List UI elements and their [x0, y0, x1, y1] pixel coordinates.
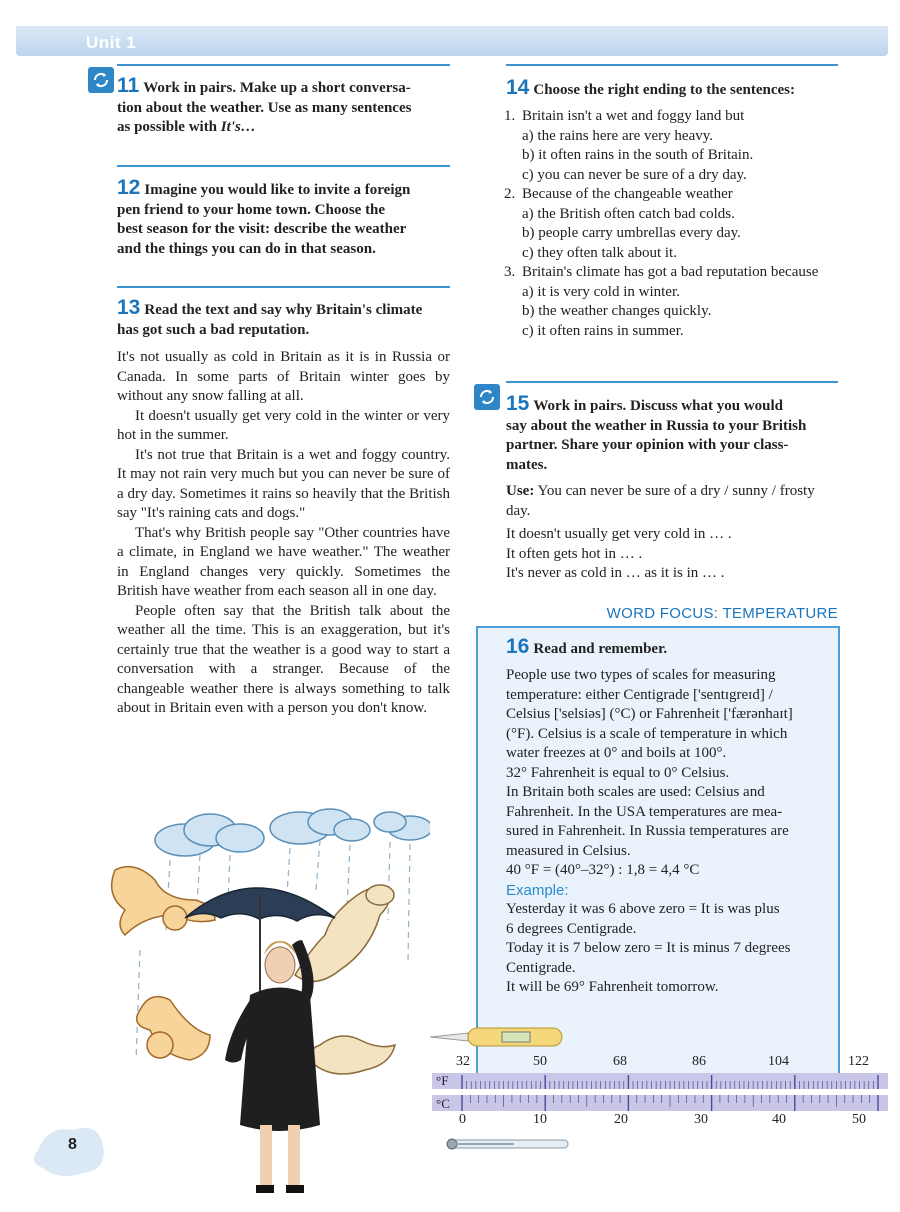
fahrenheit-label: °F	[436, 1073, 449, 1088]
task14-title: Choose the right ending to the sentences:	[533, 82, 796, 98]
question-number: 1.	[504, 108, 516, 124]
c-tick-label: 20	[614, 1112, 628, 1127]
task15-line4: mates.	[506, 456, 548, 473]
example-line: Today it is 7 below zero = It is minus 7 degrees	[506, 940, 791, 956]
question-stem: Britain isn't a wet and foggy land but	[522, 108, 745, 124]
example-line: Yesterday it was 6 above zero = It is was plus	[506, 901, 780, 917]
task13-line2: has got such a bad reputation.	[117, 321, 310, 338]
task16-line: People use two types of scales for measuring	[506, 667, 776, 683]
celsius-label: °C	[436, 1096, 450, 1111]
task13-number: 13	[117, 296, 141, 319]
task13-paragraph: It's not usually as cold in Britain as it is in Russia or Canada. In some parts of Britain winter goes by without any snow falling at all.	[117, 349, 450, 404]
task12-line3: best season for the visit: describe the weather	[117, 221, 407, 237]
c-tick-label: 30	[694, 1112, 708, 1127]
answer-option: b) the weather changes quickly.	[522, 303, 712, 319]
task16	[506, 637, 826, 660]
task14-questions	[504, 107, 840, 341]
cat-illustration	[112, 867, 215, 1060]
task12-line4: and the things you can do in that season.	[117, 240, 376, 257]
task16-line: 32° Fahrenheit is equal to 0° Celsius.	[506, 764, 730, 781]
task12-line1: Imagine you would like to invite a foreign	[144, 182, 411, 198]
c-tick-label: 50	[852, 1112, 866, 1127]
glass-thermometer-icon	[444, 1136, 574, 1152]
task16-line: Fahrenheit. In the USA temperatures are mea-	[506, 803, 783, 820]
task12-line2: pen friend to your home town. Choose the	[117, 201, 386, 218]
answer-option: a) the British often catch bad colds.	[522, 205, 735, 222]
task11-emph: It's…	[220, 119, 256, 135]
task11	[117, 76, 457, 138]
task13-text	[117, 348, 450, 719]
f-tick-label: 122	[848, 1054, 869, 1069]
question-stem: Because of the changeable weather	[522, 186, 733, 202]
answer-option: c) you can never be sure of a dry day.	[522, 166, 747, 183]
task13-paragraph: People often say that the British talk about the weather all the time. This is an exaggeration, but it's certainly true that the weather is a good way to start a conversation with a stranger. Because of the changeable weather there is always something to talk about in Britain even with a person you don't know.	[117, 602, 450, 716]
answer-option: c) they often talk about it.	[522, 244, 677, 261]
c-tick-label: 10	[533, 1112, 547, 1127]
task16-line: 40 °F = (40°–32°) : 1,8 = 4,4 °C	[506, 862, 700, 878]
task13-paragraph: That's why British people say "Other countries have a climate, in England we have weather." The weather in England changes very quickly. Sometimes the British have weather from each season all in one day.	[117, 524, 450, 599]
answer-option: c) it often rains in summer.	[522, 322, 684, 339]
example-label: Example:	[506, 881, 569, 899]
task15-number: 15	[506, 392, 530, 415]
page-number: 8	[68, 1136, 77, 1153]
task16-line: measured in Celsius.	[506, 842, 631, 859]
f-tick-label: 86	[692, 1054, 706, 1069]
task12-rule	[117, 165, 450, 167]
digital-thermometer-icon	[428, 1024, 568, 1050]
raining-cats-dogs-illustration	[90, 800, 430, 1200]
task14-rule	[506, 64, 838, 66]
task16-text	[506, 666, 826, 998]
unit-title: Unit 1	[86, 33, 137, 52]
task16-title: Read and remember.	[533, 641, 668, 657]
task11-rule	[117, 64, 450, 66]
task15-rule	[506, 381, 838, 383]
answer-option: b) it often rains in the south of Britain.	[522, 147, 754, 163]
c-tick-label: 40	[772, 1112, 786, 1127]
task16-line: In Britain both scales are used: Celsius and	[506, 784, 765, 800]
question-number: 2.	[504, 186, 516, 202]
task16-line: Celsius ['selsiəs] (°C) or Fahrenheit ['færənhaɪt]	[506, 706, 793, 722]
word-focus-title: WORD FOCUS: TEMPERATURE	[606, 605, 838, 622]
scale-ticks	[432, 1073, 888, 1111]
task15-patterns	[506, 525, 836, 584]
cloud-icon	[155, 809, 430, 856]
task13	[117, 298, 457, 340]
example-line: 6 degrees Centigrade.	[506, 920, 637, 937]
task14-number: 14	[506, 76, 530, 99]
task13-rule	[117, 286, 450, 288]
pattern-line: It often gets hot in … .	[506, 545, 643, 562]
task13-paragraph: It's not true that Britain is a wet and foggy country. It may not rain very much but you can never be sure of a dry day. Sometimes it rains so heavily that the British say "It's raining cats and dogs."	[117, 446, 450, 521]
answer-option: a) the rains here are very heavy.	[522, 127, 714, 144]
c-tick-label: 0	[459, 1112, 466, 1127]
task16-line: sured in Fahrenheit. In Russia temperatures are	[506, 823, 789, 839]
task13-line1: Read the text and say why Britain's climate	[144, 302, 423, 318]
answer-option: b) people carry umbrellas every day.	[522, 225, 741, 241]
task11-line3: as possible with	[117, 119, 221, 135]
woman-figure	[225, 940, 320, 1193]
task15-line2: say about the weather in Russia to your British	[506, 417, 807, 434]
answer-option: a) it is very cold in winter.	[522, 283, 680, 300]
question-number: 3.	[504, 264, 516, 280]
task12	[117, 178, 457, 259]
task16-line: water freezes at 0° and boils at 100°.	[506, 745, 727, 761]
example-line: It will be 69° Fahrenheit tomorrow.	[506, 979, 719, 995]
task16-line: temperature: either Centigrade ['sentɪgreɪd] /	[506, 686, 773, 703]
unit-header-band	[16, 26, 888, 56]
task11-line1: Work in pairs. Make up a short conversa-	[143, 80, 411, 96]
task11-number: 11	[117, 74, 140, 97]
task15-line3: partner. Share your opinion with your class-	[506, 437, 789, 453]
pattern-line: It's never as cold in … as it is in … .	[506, 565, 725, 581]
task15-use	[506, 482, 836, 521]
task11-line2: tion about the weather. Use as many sentences	[117, 99, 412, 116]
f-tick-label: 32	[456, 1054, 470, 1069]
use-text: You can never be sure of a dry / sunny / frosty day.	[506, 483, 815, 519]
task16-line: (°F). Celsius is a scale of temperature in which	[506, 725, 788, 742]
task14	[506, 78, 846, 101]
use-label: Use:	[506, 483, 535, 499]
task15	[506, 394, 846, 475]
question-stem: Britain's climate has got a bad reputation because	[522, 264, 819, 280]
task16-number: 16	[506, 635, 530, 658]
task12-number: 12	[117, 176, 141, 199]
f-tick-label: 104	[768, 1054, 789, 1069]
f-tick-label: 68	[613, 1054, 627, 1069]
pair-work-icon	[474, 384, 500, 410]
f-tick-label: 50	[533, 1054, 547, 1069]
pattern-line: It doesn't usually get very cold in … .	[506, 526, 732, 542]
task15-line1: Work in pairs. Discuss what you would	[533, 398, 784, 414]
task13-paragraph: It doesn't usually get very cold in the winter or very hot in the summer.	[117, 407, 450, 443]
example-line: Centigrade.	[506, 959, 576, 976]
pair-work-icon	[88, 67, 114, 93]
